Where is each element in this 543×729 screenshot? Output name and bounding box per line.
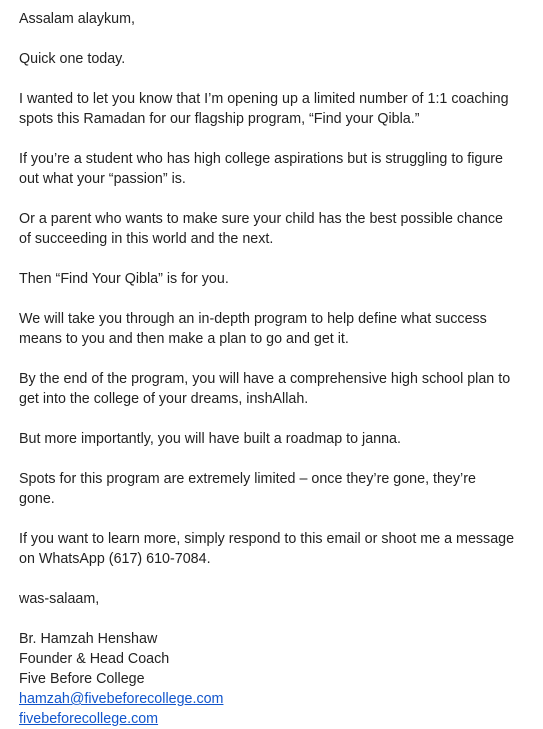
signature-organization: Five Before College xyxy=(19,671,145,687)
greeting: Assalam alaykum, xyxy=(19,11,136,27)
paragraph-outcome: By the end of the program, you will have a comprehensive high school plan to get into the college of your dreams, inshAllah. xyxy=(19,371,511,407)
paragraph-coaching-spots: I wanted to let you know that I’m opening up a limited number of 1:1 coaching spots this Ramadan for our flagship program, “Find your Qibla.” xyxy=(19,91,509,127)
paragraph-program: We will take you through an in-depth program to help define what success means to you and then make a plan to go and get it. xyxy=(19,311,487,347)
paragraph-intro: Quick one today. xyxy=(19,51,126,67)
paragraph-parent: Or a parent who wants to make sure your child has the best possible chance of succeeding in this world and the next. xyxy=(19,211,503,247)
signature-title: Founder & Head Coach xyxy=(19,651,170,667)
paragraph-roadmap: But more importantly, you will have built a roadmap to janna. xyxy=(19,431,401,447)
signature-email-link[interactable]: hamzah@fivebeforecollege.com xyxy=(19,691,224,707)
signature-name: Br. Hamzah Henshaw xyxy=(19,631,158,647)
paragraph-student: If you’re a student who has high college aspirations but is struggling to figure out what your “passion” is. xyxy=(19,151,503,187)
signature-block xyxy=(19,629,515,729)
sign-off: was-salaam, xyxy=(19,591,100,607)
signature-website-link[interactable]: fivebeforecollege.com xyxy=(19,711,159,727)
paragraph-for-you: Then “Find Your Qibla” is for you. xyxy=(19,271,229,287)
paragraph-contact: If you want to learn more, simply respond to this email or shoot me a message on WhatsApp (617) 610-7084. xyxy=(19,531,515,567)
paragraph-limited-spots: Spots for this program are extremely limited – once they’re gone, they’re gone. xyxy=(19,471,476,507)
